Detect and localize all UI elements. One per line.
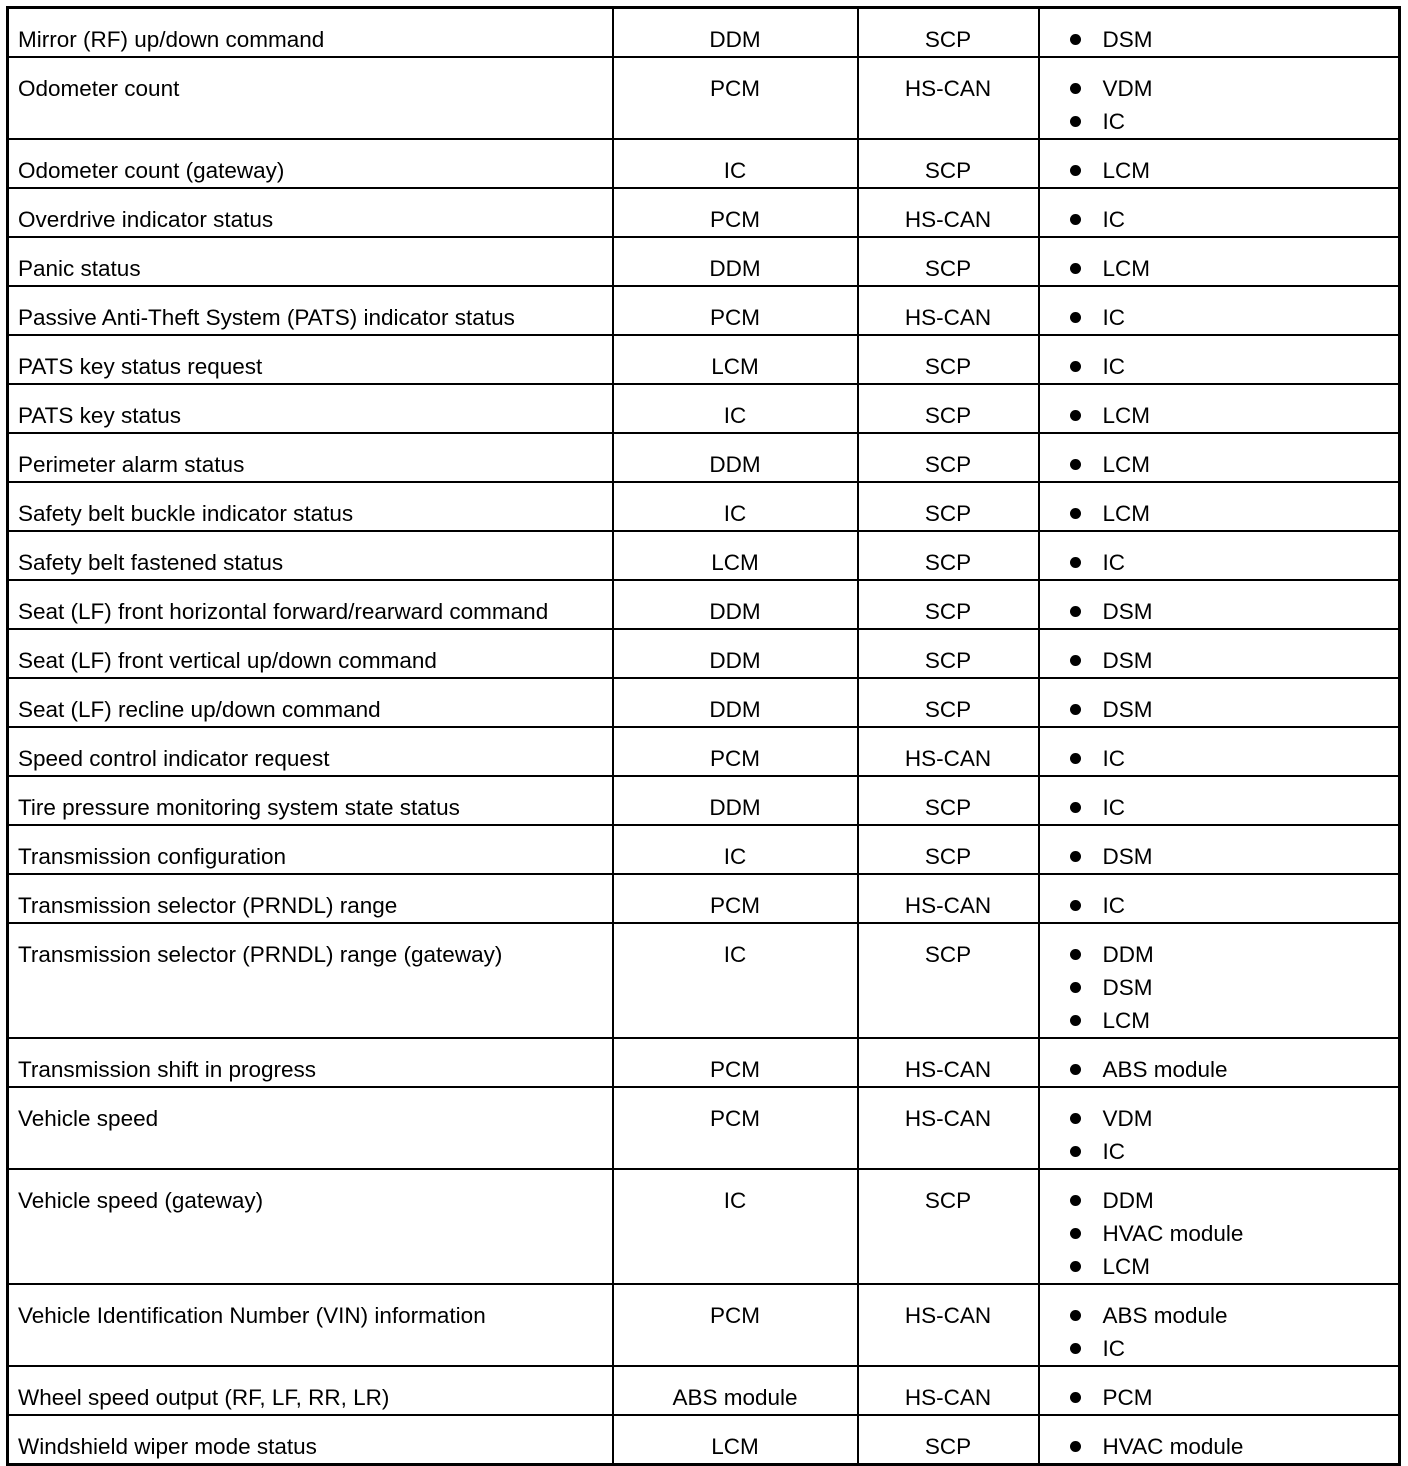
bullet-icon <box>1070 606 1081 617</box>
receiver-module-label: VDM <box>1102 1106 1153 1131</box>
receiver-module-label: IC <box>1102 207 1125 232</box>
network-cell: SCP <box>858 8 1039 58</box>
bullet-icon <box>1070 655 1081 666</box>
table-row <box>8 727 1400 776</box>
list-item <box>1070 595 1391 628</box>
receiver-module-label: IC <box>1102 550 1125 575</box>
receiver-module-label: DSM <box>1102 975 1153 1000</box>
list-item <box>1070 154 1391 187</box>
receiver-module-label: LCM <box>1102 256 1151 281</box>
list-item <box>1070 1217 1391 1250</box>
receiver-list-cell <box>1039 335 1400 384</box>
list-item <box>1070 350 1391 383</box>
bullet-icon <box>1070 83 1081 94</box>
table-row <box>8 1366 1400 1415</box>
receiver-module-label: HVAC module <box>1102 1434 1244 1459</box>
list-item <box>1070 252 1391 285</box>
table-row <box>8 629 1400 678</box>
receiver-list-cell <box>1039 1366 1400 1415</box>
table-row <box>8 188 1400 237</box>
source-module-cell: PCM <box>613 1038 858 1087</box>
bullet-icon <box>1070 982 1081 993</box>
bullet-icon <box>1070 1392 1081 1403</box>
receiver-module-label: IC <box>1102 354 1125 379</box>
receiver-module-label: DDM <box>1102 942 1154 967</box>
network-cell: SCP <box>858 335 1039 384</box>
network-cell: SCP <box>858 776 1039 825</box>
bullet-icon <box>1070 949 1081 960</box>
receiver-list-cell <box>1039 825 1400 874</box>
table-row <box>8 482 1400 531</box>
receiver-list-cell <box>1039 629 1400 678</box>
receiver-module-label: DSM <box>1102 844 1153 869</box>
message-cell: Panic status <box>8 237 613 286</box>
source-module-cell: LCM <box>613 335 858 384</box>
message-cell: Transmission selector (PRNDL) range (gateway) <box>8 923 613 1038</box>
network-cell: SCP <box>858 825 1039 874</box>
message-cell: Mirror (RF) up/down command <box>8 8 613 58</box>
table-row <box>8 433 1400 482</box>
source-module-cell: PCM <box>613 188 858 237</box>
list-item <box>1070 301 1391 334</box>
message-cell: Vehicle Identification Number (VIN) information <box>8 1284 613 1366</box>
table-row <box>8 1169 1400 1284</box>
receiver-list-cell <box>1039 580 1400 629</box>
list-item <box>1070 448 1391 481</box>
receiver-list-cell <box>1039 482 1400 531</box>
message-cell: Passive Anti-Theft System (PATS) indicator status <box>8 286 613 335</box>
table-row <box>8 139 1400 188</box>
receiver-list-cell <box>1039 923 1400 1038</box>
receiver-module-label: IC <box>1102 305 1125 330</box>
table-row <box>8 1087 1400 1169</box>
receiver-list-cell <box>1039 678 1400 727</box>
source-module-cell: DDM <box>613 776 858 825</box>
source-module-cell: DDM <box>613 433 858 482</box>
bullet-icon <box>1070 361 1081 372</box>
list-item <box>1070 1053 1391 1086</box>
table-row <box>8 384 1400 433</box>
receiver-list-cell <box>1039 188 1400 237</box>
network-cell: SCP <box>858 237 1039 286</box>
receiver-module-label: DSM <box>1102 648 1153 673</box>
bullet-icon <box>1070 508 1081 519</box>
table-row <box>8 335 1400 384</box>
source-module-cell: PCM <box>613 1087 858 1169</box>
receiver-module-label: IC <box>1102 109 1125 134</box>
message-cell: Transmission shift in progress <box>8 1038 613 1087</box>
network-cell: SCP <box>858 433 1039 482</box>
receiver-module-label: DSM <box>1102 599 1153 624</box>
list-item <box>1070 23 1391 56</box>
network-cell: SCP <box>858 482 1039 531</box>
list-item <box>1070 105 1391 138</box>
receiver-list-cell <box>1039 57 1400 139</box>
table-row <box>8 776 1400 825</box>
list-item <box>1070 546 1391 579</box>
message-cell: Seat (LF) front vertical up/down command <box>8 629 613 678</box>
receiver-module-label: ABS module <box>1102 1303 1228 1328</box>
message-cell: Perimeter alarm status <box>8 433 613 482</box>
receiver-list-cell <box>1039 286 1400 335</box>
table-row <box>8 8 1400 58</box>
source-module-cell: DDM <box>613 580 858 629</box>
receiver-module-label: IC <box>1102 1139 1125 1164</box>
receiver-list-cell <box>1039 384 1400 433</box>
list-item <box>1070 1250 1391 1283</box>
source-module-cell: IC <box>613 384 858 433</box>
receiver-module-label: ABS module <box>1102 1057 1228 1082</box>
source-module-cell: ABS module <box>613 1366 858 1415</box>
bullet-icon <box>1070 557 1081 568</box>
source-module-cell: PCM <box>613 286 858 335</box>
network-cell: HS-CAN <box>858 1366 1039 1415</box>
message-cell: PATS key status <box>8 384 613 433</box>
receiver-module-label: PCM <box>1102 1385 1153 1410</box>
message-cell: Seat (LF) front horizontal forward/rearward command <box>8 580 613 629</box>
message-cell: Vehicle speed <box>8 1087 613 1169</box>
source-module-cell: LCM <box>613 1415 858 1465</box>
receiver-module-label: IC <box>1102 746 1125 771</box>
bullet-icon <box>1070 851 1081 862</box>
table-row <box>8 923 1400 1038</box>
source-module-cell: IC <box>613 482 858 531</box>
list-item <box>1070 938 1391 971</box>
bullet-icon <box>1070 214 1081 225</box>
bullet-icon <box>1070 1441 1081 1452</box>
message-cell: PATS key status request <box>8 335 613 384</box>
receiver-module-label: LCM <box>1102 1008 1151 1033</box>
source-module-cell: LCM <box>613 531 858 580</box>
bullet-icon <box>1070 165 1081 176</box>
list-item <box>1070 1184 1391 1217</box>
list-item <box>1070 1381 1391 1414</box>
bullet-icon <box>1070 1146 1081 1157</box>
table-row <box>8 1038 1400 1087</box>
receiver-list-cell <box>1039 139 1400 188</box>
receiver-module-label: LCM <box>1102 1254 1151 1279</box>
list-item <box>1070 742 1391 775</box>
message-cell: Transmission selector (PRNDL) range <box>8 874 613 923</box>
message-cell: Vehicle speed (gateway) <box>8 1169 613 1284</box>
receiver-module-label: DSM <box>1102 27 1153 52</box>
bullet-icon <box>1070 410 1081 421</box>
receiver-module-label: IC <box>1102 1336 1125 1361</box>
table-row <box>8 286 1400 335</box>
source-module-cell: DDM <box>613 237 858 286</box>
receiver-module-label: LCM <box>1102 158 1151 183</box>
table-row <box>8 678 1400 727</box>
receiver-list-cell <box>1039 776 1400 825</box>
bullet-icon <box>1070 312 1081 323</box>
network-cell: HS-CAN <box>858 57 1039 139</box>
list-item <box>1070 1102 1391 1135</box>
message-cell: Odometer count (gateway) <box>8 139 613 188</box>
list-item <box>1070 693 1391 726</box>
receiver-module-label: DDM <box>1102 1188 1154 1213</box>
network-cell: SCP <box>858 1169 1039 1284</box>
network-cell: SCP <box>858 629 1039 678</box>
list-item <box>1070 1135 1391 1168</box>
message-cell: Odometer count <box>8 57 613 139</box>
table-row <box>8 825 1400 874</box>
bullet-icon <box>1070 1261 1081 1272</box>
bullet-icon <box>1070 1228 1081 1239</box>
network-cell: HS-CAN <box>858 1087 1039 1169</box>
source-module-cell: DDM <box>613 678 858 727</box>
bullet-icon <box>1070 802 1081 813</box>
receiver-module-label: IC <box>1102 795 1125 820</box>
source-module-cell: DDM <box>613 629 858 678</box>
network-cell: SCP <box>858 139 1039 188</box>
message-cell: Seat (LF) recline up/down command <box>8 678 613 727</box>
receiver-module-label: IC <box>1102 893 1125 918</box>
message-cell: Overdrive indicator status <box>8 188 613 237</box>
bullet-icon <box>1070 1113 1081 1124</box>
bullet-icon <box>1070 704 1081 715</box>
message-cell: Speed control indicator request <box>8 727 613 776</box>
source-module-cell: IC <box>613 923 858 1038</box>
source-module-cell: IC <box>613 825 858 874</box>
network-cell: HS-CAN <box>858 874 1039 923</box>
network-message-table <box>6 6 1401 1466</box>
network-cell: HS-CAN <box>858 188 1039 237</box>
bullet-icon <box>1070 1310 1081 1321</box>
source-module-cell: PCM <box>613 874 858 923</box>
receiver-module-label: LCM <box>1102 403 1151 428</box>
table-body <box>8 8 1400 1465</box>
bullet-icon <box>1070 900 1081 911</box>
receiver-module-label: HVAC module <box>1102 1221 1244 1246</box>
receiver-module-label: LCM <box>1102 501 1151 526</box>
bullet-icon <box>1070 753 1081 764</box>
list-item <box>1070 1332 1391 1365</box>
message-cell: Transmission configuration <box>8 825 613 874</box>
list-item <box>1070 791 1391 824</box>
receiver-list-cell <box>1039 1169 1400 1284</box>
list-item <box>1070 72 1391 105</box>
list-item <box>1070 1004 1391 1037</box>
table-row <box>8 531 1400 580</box>
network-cell: SCP <box>858 531 1039 580</box>
list-item <box>1070 889 1391 922</box>
receiver-list-cell <box>1039 237 1400 286</box>
list-item <box>1070 203 1391 236</box>
table-row <box>8 580 1400 629</box>
source-module-cell: IC <box>613 1169 858 1284</box>
network-cell: SCP <box>858 580 1039 629</box>
table-row <box>8 57 1400 139</box>
message-cell: Wheel speed output (RF, LF, RR, LR) <box>8 1366 613 1415</box>
list-item <box>1070 399 1391 432</box>
network-cell: SCP <box>858 1415 1039 1465</box>
source-module-cell: PCM <box>613 727 858 776</box>
list-item <box>1070 840 1391 873</box>
list-item <box>1070 497 1391 530</box>
list-item <box>1070 1299 1391 1332</box>
receiver-module-label: VDM <box>1102 76 1153 101</box>
network-cell: SCP <box>858 384 1039 433</box>
table-row <box>8 237 1400 286</box>
message-cell: Tire pressure monitoring system state status <box>8 776 613 825</box>
network-cell: HS-CAN <box>858 286 1039 335</box>
bullet-icon <box>1070 1064 1081 1075</box>
bullet-icon <box>1070 1015 1081 1026</box>
receiver-list-cell <box>1039 1038 1400 1087</box>
receiver-list-cell <box>1039 1087 1400 1169</box>
receiver-module-label: DSM <box>1102 697 1153 722</box>
receiver-list-cell <box>1039 8 1400 58</box>
bullet-icon <box>1070 1195 1081 1206</box>
network-cell: HS-CAN <box>858 1284 1039 1366</box>
table-row <box>8 874 1400 923</box>
network-cell: HS-CAN <box>858 1038 1039 1087</box>
message-cell: Windshield wiper mode status <box>8 1415 613 1465</box>
receiver-list-cell <box>1039 874 1400 923</box>
source-module-cell: PCM <box>613 1284 858 1366</box>
network-cell: SCP <box>858 678 1039 727</box>
receiver-list-cell <box>1039 433 1400 482</box>
table-row <box>8 1284 1400 1366</box>
list-item <box>1070 644 1391 677</box>
list-item <box>1070 971 1391 1004</box>
source-module-cell: PCM <box>613 57 858 139</box>
bullet-icon <box>1070 1343 1081 1354</box>
bullet-icon <box>1070 263 1081 274</box>
network-cell: HS-CAN <box>858 727 1039 776</box>
receiver-module-label: LCM <box>1102 452 1151 477</box>
receiver-list-cell <box>1039 1284 1400 1366</box>
list-item <box>1070 1430 1391 1463</box>
source-module-cell: DDM <box>613 8 858 58</box>
bullet-icon <box>1070 116 1081 127</box>
network-cell: SCP <box>858 923 1039 1038</box>
message-cell: Safety belt fastened status <box>8 531 613 580</box>
source-module-cell: IC <box>613 139 858 188</box>
bullet-icon <box>1070 34 1081 45</box>
receiver-list-cell <box>1039 727 1400 776</box>
receiver-list-cell <box>1039 531 1400 580</box>
message-cell: Safety belt buckle indicator status <box>8 482 613 531</box>
bullet-icon <box>1070 459 1081 470</box>
